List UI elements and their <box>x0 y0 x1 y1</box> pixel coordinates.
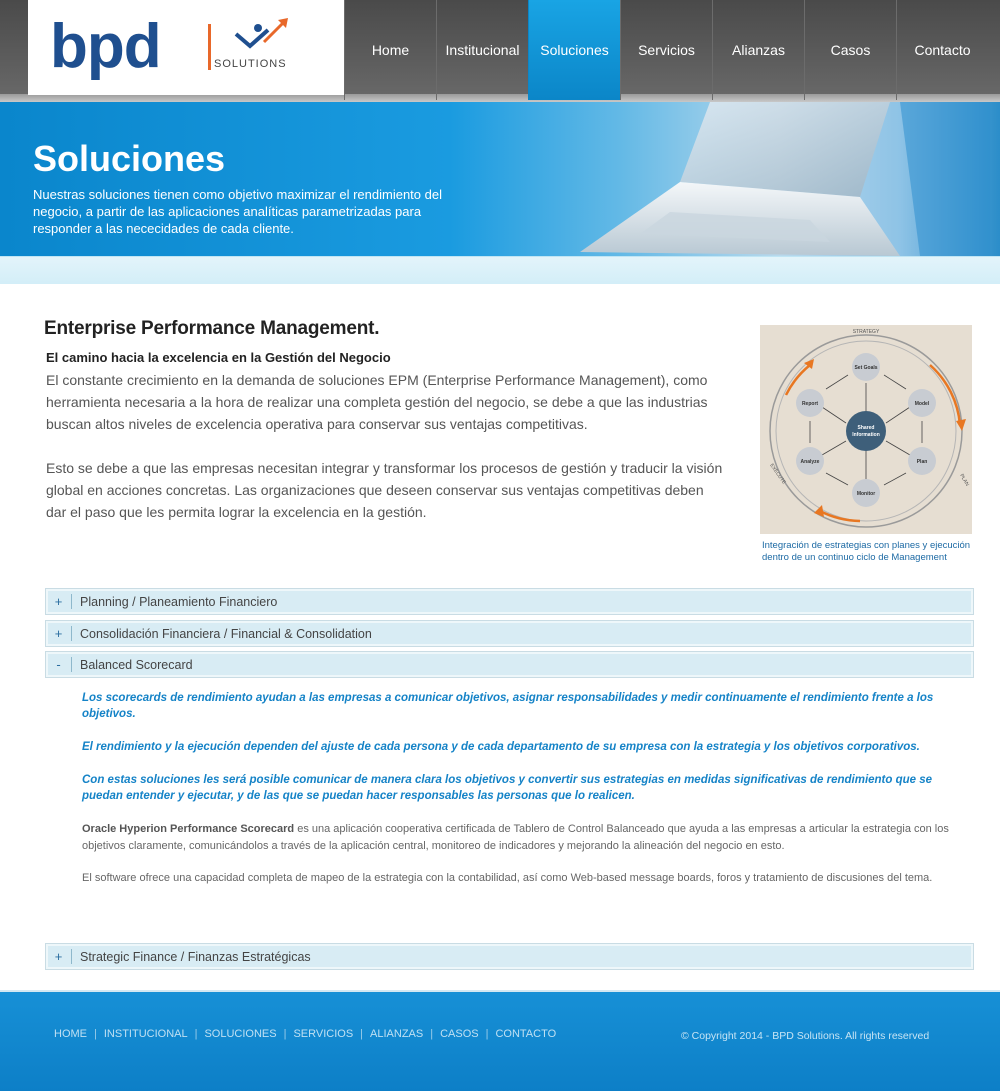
accordion-title: Balanced Scorecard <box>80 657 193 672</box>
footer-link-home[interactable]: HOME <box>54 1028 87 1040</box>
site-header <box>0 0 1000 102</box>
scorecard-paragraph-3: Con estas soluciones les será posible comunicar de manera clara los objetivos y convertir sus estrategias en medidas significativas de rendimiento que se puedan entender y ejecutar, y de las que se puedan hacer responsables las personas que lo realicen. <box>82 774 933 802</box>
product-description: es una aplicación cooperativa certificada de Tablero de Control Balanceado que ayuda a las empresas a articular la estrategia con los objetivos claramente, comunicándolos a través de la aplicación central, monitoreo de indicadores y mejorando la alineación del negocio en esto. <box>82 823 949 852</box>
nav-casos[interactable]: Casos <box>804 0 896 100</box>
scorecard-paragraph-2: El rendimiento y la ejecución dependen del ajuste de cada persona y de cada departamento de su empresa con la estrategia y los objetivos corporativos. <box>82 741 920 753</box>
intro-paragraph-2: Esto se debe a que las empresas necesitan integrar y transformar los procesos de gestión y traducir la visión global en acciones concretas. Las organizaciones que deseen conservar sus ventajas competitivas deben dar el paso que les permita lograr la excelencia en la gestión. <box>46 460 723 520</box>
center-node <box>846 411 886 451</box>
balanced-scorecard-content <box>82 690 952 902</box>
main-nav <box>344 0 988 100</box>
intro-paragraph-1: El constante crecimiento en la demanda de soluciones EPM (Enterprise Performance Management), como herramienta necesaria a la hora de realizar una completa gestión del negocio, se debe a que las industrias buscan altos niveles de excelencia operativa para conservar sus ventajas competitivas. <box>46 372 708 432</box>
site-footer <box>0 990 1000 1091</box>
epm-cycle-diagram <box>760 325 972 534</box>
logo-subtitle: SOLUTIONS <box>214 58 287 70</box>
nav-institucional[interactable]: Institucional <box>436 0 528 100</box>
footer-link-institucional[interactable]: INSTITUCIONAL <box>103 1028 188 1040</box>
hero-title: Soluciones <box>33 138 226 179</box>
footer-link-casos[interactable]: CASOS <box>440 1028 479 1040</box>
center-label-1: Shared <box>857 425 875 431</box>
footer-link-servicios[interactable]: SERVICIOS <box>293 1028 354 1040</box>
center-label-2: Information <box>852 432 880 438</box>
logo-mark-icon <box>228 16 298 56</box>
laptop-image <box>560 102 990 256</box>
accordion-strategic-finance[interactable] <box>45 943 974 970</box>
footer-link-contacto[interactable]: CONTACTO <box>495 1028 557 1040</box>
node-label-plan: Plan <box>916 459 928 465</box>
expand-icon: + <box>46 626 72 641</box>
node-label-model: Model <box>914 401 930 407</box>
node-label-monitor: Monitor <box>856 491 876 497</box>
accordion-title: Strategic Finance / Finanzas Estratégicas <box>80 949 311 964</box>
logo-divider <box>208 24 211 70</box>
node-report <box>796 389 824 417</box>
accordion-planning[interactable] <box>45 588 974 615</box>
nav-alianzas[interactable]: Alianzas <box>712 0 804 100</box>
node-plan <box>908 447 936 475</box>
node-set-goals <box>852 353 880 381</box>
nav-soluciones[interactable]: Soluciones <box>528 0 620 100</box>
node-label-analyze: Analyze <box>800 459 820 465</box>
collapse-icon: - <box>46 657 72 672</box>
ring-label-strategy: STRATEGY <box>852 329 880 335</box>
scorecard-paragraph-4 <box>82 821 952 855</box>
node-analyze <box>796 447 824 475</box>
node-label-report: Report <box>801 401 819 407</box>
product-name: Oracle Hyperion Performance Scorecard <box>82 823 295 835</box>
nav-home[interactable]: Home <box>344 0 436 100</box>
nav-contacto[interactable]: Contacto <box>896 0 988 100</box>
hero-banner <box>0 102 1000 256</box>
logo-text: bpd <box>50 12 161 81</box>
node-model <box>908 389 936 417</box>
expand-icon: + <box>46 594 72 609</box>
accordion-balanced-scorecard[interactable] <box>45 651 974 678</box>
logo[interactable] <box>28 0 344 95</box>
accordion-title: Consolidación Financiera / Financial & Consolidation <box>80 626 372 641</box>
ring-label-execute: EXECUTE <box>768 462 787 486</box>
node-label-set-goals: Set Goals <box>854 365 878 371</box>
accordion-consolidacion[interactable] <box>45 620 974 647</box>
scorecard-paragraph-5: El software ofrece una capacidad completa de mapeo de la estrategia con la contabilidad, así como Web-based message boards, foros y tratamiento de discusiones del tema. <box>82 872 933 884</box>
node-monitor <box>852 479 880 507</box>
page-title: Enterprise Performance Management. <box>44 318 380 339</box>
footer-nav: HOME | INSTITUCIONAL | SOLUCIONES | SERVICIOS | ALIANZAS | CASOS | CONTACTO <box>54 1028 557 1040</box>
scorecard-paragraph-1: Los scorecards de rendimiento ayudan a las empresas a comunicar objetivos, asignar responsabilidades y medir continuamente el rendimiento frente a los objetivos. <box>82 692 934 720</box>
hero-band <box>0 256 1000 284</box>
footer-link-soluciones[interactable]: SOLUCIONES <box>204 1028 277 1040</box>
accordion-title: Planning / Planeamiento Financiero <box>80 594 278 609</box>
diagram-caption: Integración de estrategias con planes y ejecución dentro de un continuo ciclo de Management <box>762 540 971 563</box>
hero-text: Nuestras soluciones tienen como objetivo maximizar el rendimiento del negocio, a partir de las aplicaciones analíticas parametrizadas para responder a las nececidades de cada cliente. <box>33 187 442 236</box>
expand-icon: + <box>46 949 72 964</box>
copyright: © Copyright 2014 - BPD Solutions. All rights reserved <box>681 1030 930 1042</box>
section-subtitle: El camino hacia la excelencia en la Gestión del Negocio <box>46 350 391 365</box>
footer-link-alianzas[interactable]: ALIANZAS <box>370 1028 424 1040</box>
nav-servicios[interactable]: Servicios <box>620 0 712 100</box>
ring-label-plan: PLAN <box>958 473 970 488</box>
